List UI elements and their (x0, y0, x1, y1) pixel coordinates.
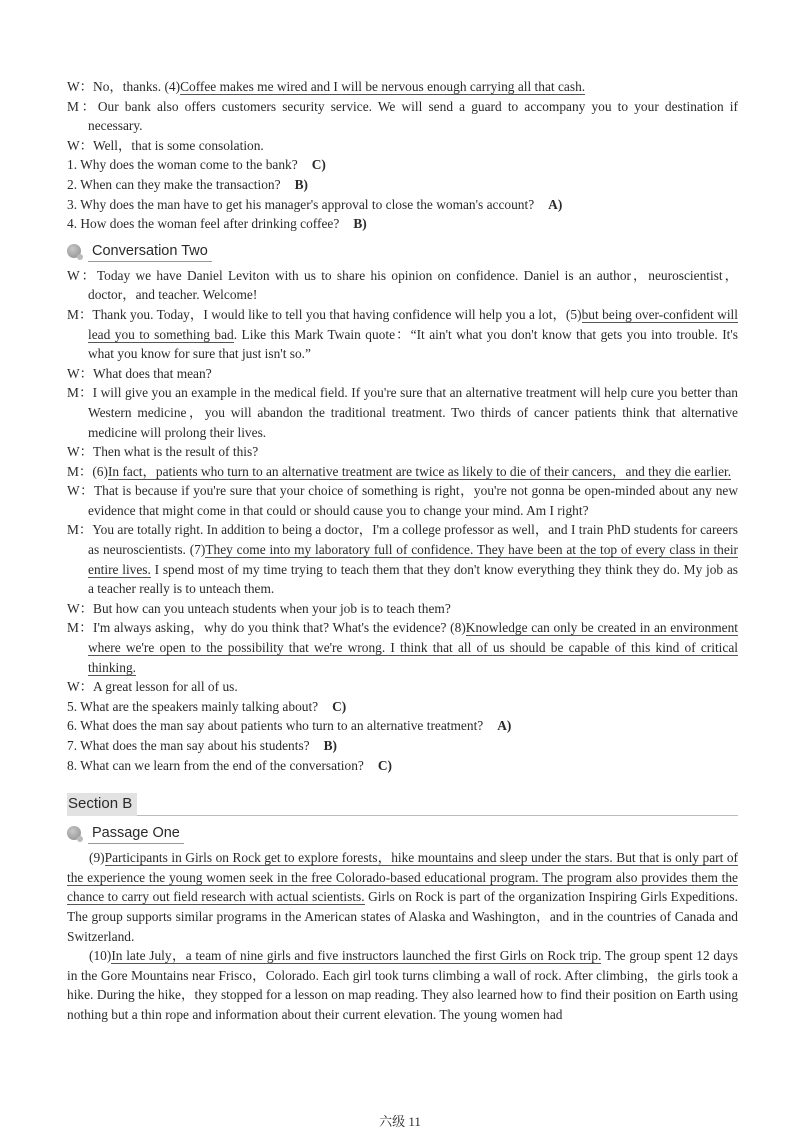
speaker-label: M： (67, 463, 93, 479)
question-number: 2. (67, 176, 81, 192)
question-text: How does the woman feel after drinking coffee? (80, 216, 340, 232)
question-item (67, 214, 738, 234)
question-number: 6. (67, 718, 81, 734)
question-item (67, 697, 738, 717)
speaker-label: W： (67, 679, 94, 695)
underlined-answer-text: but being over-confident will lead you to something bad (88, 306, 738, 342)
text-segment: Our bank also offers customers security service. We will send a guard to accompany you to your destination if necessary. (88, 98, 738, 134)
underlined-answer-text: Participants in Girls on Rock get to explore forests，hike mountains and sleep under the stars. But that is only part of the experience the young women seek in the free Colorado-based educational program. The program also provides them the chance to carry out field research with actual scientists. (67, 850, 738, 905)
text-segment: . Like this Mark Twain quote：“It ain't what you don't know that gets you into trouble. It's what you know for sure that just isn't so.” (88, 326, 738, 362)
section-heading (67, 793, 738, 816)
passage-paragraph (67, 848, 738, 946)
text-segment: That is because if you're sure that your choice of something is right，you're not gonna be open-minded about any new evidence that might come in that could or should cause you to change your mind. Am I right? (88, 483, 738, 518)
text-segment: (9) (89, 850, 105, 866)
text-segment: I'm always asking，why do you think that? What's the evidence? (8) (93, 620, 466, 636)
answer-key: C) (311, 157, 326, 173)
subsection-heading (67, 823, 738, 845)
question-text: When can they make the transaction? (80, 176, 281, 192)
text-segment: What does that mean? (93, 365, 212, 381)
dialogue-line (67, 97, 738, 136)
dialogue-line (67, 364, 738, 384)
section-title: Section B (67, 793, 137, 816)
speaker-label: M： (67, 306, 93, 322)
underlined-answer-text: They come into my laboratory full of confidence. They have been at the top of every class in their entire lives. (88, 542, 739, 577)
speaker-label: W： (67, 365, 94, 381)
question-text: Why does the woman come to the bank? (80, 157, 298, 173)
speaker-label: M： (67, 620, 94, 636)
speaker-label: M： (67, 98, 98, 114)
question-text: What can we learn from the end of the conversation? (80, 757, 364, 773)
question-number: 3. (67, 196, 81, 212)
subsection-heading (67, 241, 738, 263)
text-segment: Thank you. Today，I would like to tell you that having confidence will help you a lot，(5) (92, 306, 582, 322)
question-number: 1. (67, 157, 81, 173)
small-circle-icon (77, 254, 83, 260)
dialogue-line (67, 383, 738, 442)
speaker-label: W： (67, 600, 94, 616)
question-text: What does the man say about his students? (80, 738, 310, 753)
question-item (67, 195, 738, 215)
dialogue-line (67, 618, 738, 677)
dialogue-line (67, 442, 738, 462)
speaker-label: W： (67, 79, 94, 94)
dialogue-line (67, 520, 738, 598)
subsection-title: Passage One (88, 823, 184, 844)
speaker-label: W： (67, 137, 94, 153)
text-segment: The group spent 12 days in the Gore Mountains near Frisco，Colorado. Each girl took turns climbing a wall of rock. After climbing，the girls took a hike. During the hike，they stopped for a lesson on map reading. They also learned how to find their position on Earth using nothing but a thin rope and information about their current elevation. The young women had (67, 948, 738, 1022)
dialogue-line (67, 305, 738, 364)
small-circle-icon (77, 836, 83, 842)
underlined-answer-text: In late July，a team of nine girls and five instructors launched the first Girls on Rock trip. (111, 948, 602, 964)
dialogue-line (67, 136, 738, 156)
text-segment: But how can you unteach students when your job is to teach them? (93, 600, 451, 616)
dialogue-line (67, 462, 738, 482)
text-segment: (10) (89, 948, 112, 964)
dialogue-line (67, 677, 738, 697)
text-segment: Well，that is some consolation. (93, 137, 264, 153)
text-segment: You are totally right. In addition to being a doctor，I'm a college professor as well，and I train PhD students for careers as neuroscientists. (7) (88, 522, 738, 558)
question-number: 8. (67, 757, 81, 773)
answer-key: B) (353, 216, 367, 232)
question-item (67, 155, 738, 175)
answer-key: A) (497, 718, 512, 734)
question-text: Why does the man have to get his manager's approval to close the woman's account? (80, 196, 535, 212)
dialogue-line (67, 77, 738, 97)
underlined-answer-text: In fact，patients who turn to an alternative treatment are twice as likely to die of their cancers，and they die earlier. (107, 463, 732, 479)
question-item (67, 756, 738, 776)
text-segment: Today we have Daniel Leviton with us to share his opinion on confidence. Daniel is an author，neuroscientist，doctor，and teacher. Welcome! (88, 267, 738, 303)
answer-key: B) (323, 738, 337, 753)
question-text: What are the speakers mainly talking about? (80, 698, 319, 714)
question-number: 7. (67, 738, 81, 753)
answer-key: C) (377, 757, 392, 773)
passage-paragraph (67, 946, 738, 1024)
dialogue-line (67, 599, 738, 619)
speaker-label: M： (67, 522, 93, 538)
dialogue-line (67, 266, 738, 305)
text-segment: I will give you an example in the medical field. If you're sure that an alternative treatment will help cure you better than Western medicine，you will abandon the traditional treatment. Two thirds of cancer patients think that alternative medicine will prolong their lives. (88, 385, 738, 440)
answer-key: C) (332, 698, 347, 714)
underlined-answer-text: Knowledge can only be created in an environment where we're open to the possibility that we're wrong. I think that all of us should be capable of this kind of critical thinking. (88, 620, 738, 675)
question-item (67, 716, 738, 736)
text-segment: Then what is the result of this? (93, 444, 259, 460)
subsection-title: Conversation Two (88, 241, 212, 262)
question-number: 5. (67, 698, 81, 714)
question-item (67, 175, 738, 195)
underlined-answer-text: Coffee makes me wired and I will be nervous enough carrying all that cash. (180, 79, 586, 94)
page-number: 六级 11 (379, 1114, 421, 1129)
answer-key: B) (294, 176, 308, 192)
answer-key: A) (548, 196, 563, 212)
speaker-label: M： (67, 385, 93, 401)
speaker-label: W： (67, 267, 97, 283)
speaker-label: W： (67, 483, 94, 499)
document-body (67, 77, 738, 1025)
text-segment: A great lesson for all of us. (93, 679, 238, 695)
question-number: 4. (67, 216, 81, 232)
text-segment: (6) (92, 463, 108, 479)
text-segment: Girls on Rock is part of the organization Inspiring Girls Expeditions. The group supports similar programs in the American states of Alaska and Washington，and in the countries of Canada and Switzerland. (67, 889, 738, 944)
speaker-label: W： (67, 444, 94, 460)
text-segment: I spend most of my time trying to teach them that they don't know everything they think they do. My job as a teacher really is to unteach them. (88, 561, 739, 597)
text-segment: No，thanks. (4) (93, 79, 181, 94)
question-item (67, 736, 738, 756)
dialogue-line (67, 481, 738, 520)
question-text: What does the man say about patients who turn to an alternative treatment? (80, 718, 484, 734)
